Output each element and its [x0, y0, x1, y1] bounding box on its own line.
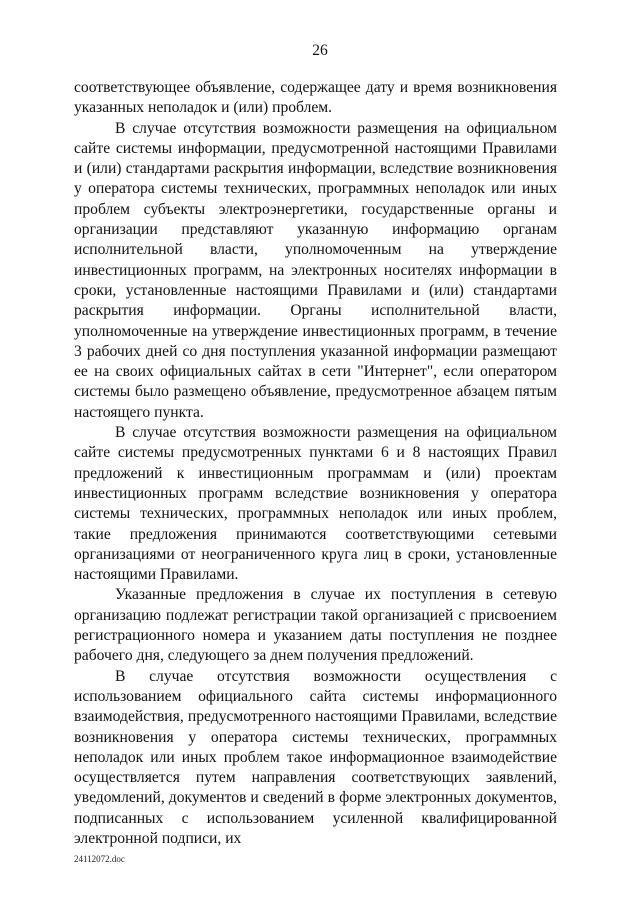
paragraph-continuation: соответствующее объявление, содержащее дату и время возникновения указанных неполадок и (или) проблем.	[74, 79, 557, 117]
paragraph-info-submission: В случае отсутствия возможности размещения на официальном сайте системы информации, предусмотренной настоящими Правилами и (или) стандартами раскрытия информации, вследствие возникновения у оператора системы технических, программных неполадок или иных проблем субъекты электроэнергетики, государственные органы и организации представляют указанную информацию органам исполнительной власти, уполномоченным на утверждение инвестиционных программ, на электронных носителях информации в сроки, установленные настоящими Правилами и (или) стандартами раскрытия информации. Органы исполнительной власти, уполномоченные на утверждение инвестиционных программ, в течение 3 рабочих дней со дня поступления указанной информации размещают ее на своих официальных сайтах в сети "Интернет", если оператором системы было размещено объявление, предусмотренное абзацем пятым настоящего пункта.	[74, 119, 557, 421]
paragraph-information-interaction: В случае отсутствия возможности осуществления с использованием официального сайта системы информационного взаимодействия, предусмотренного настоящими Правилами, вследствие возникновения у оператора системы технических, программных неполадок или иных проблем такое информационное взаимодействие осуществляется путем направления соответствующих заявлений, уведомлений, документов и сведений в форме электронных документов, подписанных с использованием усиленной квалифицированной электронной подписи, их	[74, 667, 557, 847]
paragraph-proposals-registration: Указанные предложения в случае их поступления в сетевую организацию подлежат регистрации такой организацией с присвоением регистрационного номера и указанием даты поступления не позднее рабочего дня, следующего за днем получения предложений.	[74, 586, 557, 665]
page-number: 26	[312, 42, 328, 59]
document-body	[74, 78, 557, 849]
document-file-code: 24112072.doc	[74, 854, 125, 864]
paragraph-proposals-acceptance: В случае отсутствия возможности размещения на официальном сайте системы предусмотренных пунктами 6 и 8 настоящих Правил предложений к инвестиционным программам и (или) проектам инвестиционных программ вследствие возникновения у оператора системы технических, программных неполадок или иных проблем, такие предложения принимаются соответствующими сетевыми организациями от неограниченного круга лиц в сроки, установленные настоящими Правилами.	[74, 424, 557, 584]
